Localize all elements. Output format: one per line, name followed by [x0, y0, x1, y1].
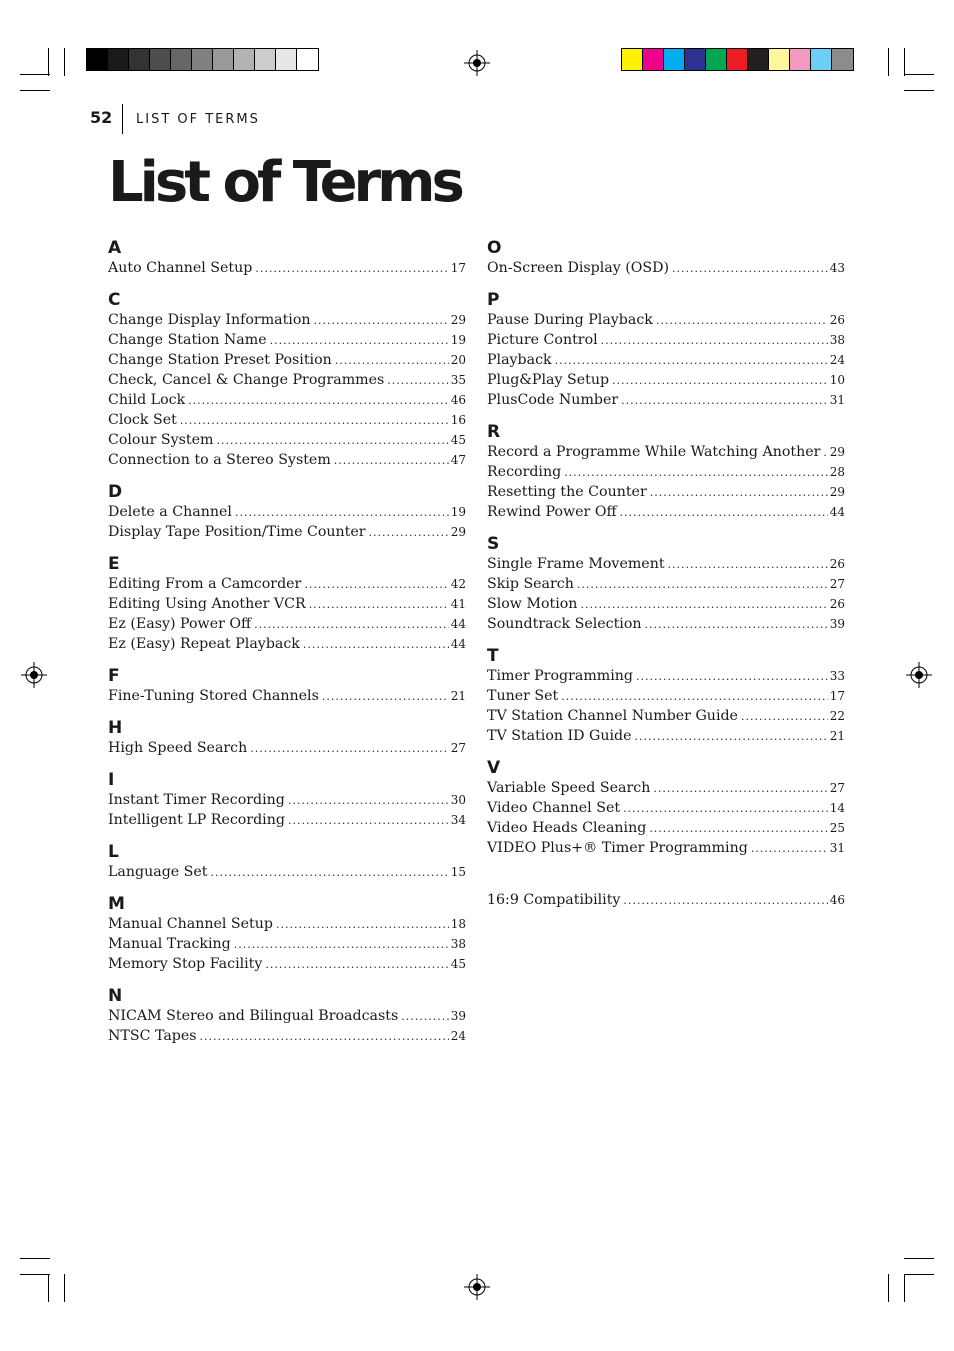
index-page-number: 45	[450, 957, 466, 971]
index-letter-heading: V	[487, 758, 501, 778]
dot-leader	[601, 331, 828, 351]
dot-leader	[561, 687, 827, 707]
index-entry	[108, 738, 466, 758]
header-divider	[122, 104, 123, 134]
dot-leader	[254, 615, 449, 635]
dot-leader	[255, 259, 448, 279]
index-page-number: 26	[829, 313, 845, 327]
dot-leader	[188, 391, 449, 411]
dot-leader	[580, 595, 827, 615]
dot-leader	[672, 259, 828, 279]
color-swatch	[832, 49, 853, 70]
index-term: Instant Timer Recording	[108, 792, 285, 808]
index-entry	[487, 818, 845, 838]
dot-leader	[265, 955, 448, 975]
dot-leader	[555, 351, 828, 371]
dot-leader	[211, 863, 449, 883]
index-page-number: 26	[829, 557, 845, 571]
index-letter-heading: D	[108, 482, 123, 502]
index-entry	[487, 258, 845, 278]
gray-swatch	[276, 49, 297, 70]
index-term: Tuner Set	[487, 688, 559, 704]
index-letter-heading: S	[487, 534, 500, 554]
index-entry	[108, 258, 466, 278]
gray-swatch	[255, 49, 276, 70]
index-letter-heading: F	[108, 666, 120, 686]
dot-leader	[309, 595, 449, 615]
page-title: List of Terms	[108, 150, 461, 215]
index-term: Pause During Playback	[487, 312, 653, 328]
crop-mark	[64, 48, 65, 76]
index-page-number: 39	[829, 617, 845, 631]
index-page-number: 44	[450, 637, 466, 651]
index-entry	[108, 502, 466, 522]
index-term: Memory Stop Facility	[108, 956, 263, 972]
dot-leader	[751, 839, 828, 859]
index-entry	[108, 862, 466, 882]
index-entry	[108, 634, 466, 654]
crop-mark	[888, 48, 889, 76]
index-term: Variable Speed Search	[487, 780, 651, 796]
index-page-number: 34	[450, 813, 466, 827]
index-page-number: 20	[450, 353, 466, 367]
index-page-number: 29	[829, 445, 845, 459]
index-entry	[108, 450, 466, 470]
index-term: Plug&Play Setup	[487, 372, 610, 388]
index-term: Ez (Easy) Repeat Playback	[108, 636, 300, 652]
dot-leader	[621, 391, 828, 411]
index-term: Change Display Information	[108, 312, 311, 328]
dot-leader	[276, 915, 449, 935]
index-entry	[108, 954, 466, 974]
index-page-number: 27	[829, 577, 845, 591]
grayscale-bar	[86, 48, 319, 71]
dot-leader	[623, 799, 828, 819]
dot-leader	[645, 615, 828, 635]
index-term: Single Frame Movement	[487, 556, 665, 572]
crop-mark	[904, 1274, 905, 1302]
index-entry	[108, 390, 466, 410]
dot-leader	[564, 463, 828, 483]
index-entry	[487, 502, 845, 522]
crop-mark	[48, 48, 49, 76]
dot-leader	[369, 523, 449, 543]
index-letter-heading: C	[108, 290, 121, 310]
index-letter-heading: A	[108, 238, 122, 258]
index-entry	[487, 370, 845, 390]
index-entry	[487, 614, 845, 634]
index-page-number: 29	[450, 313, 466, 327]
index-page-number: 29	[450, 525, 466, 539]
index-term: High Speed Search	[108, 740, 248, 756]
index-page-number: 41	[450, 597, 466, 611]
index-page-number: 30	[450, 793, 466, 807]
crop-mark	[904, 48, 905, 76]
index-entry	[108, 522, 466, 542]
index-entry	[487, 310, 845, 330]
index-entry	[487, 462, 845, 482]
index-letter-heading: L	[108, 842, 119, 862]
index-term: Fine-Tuning Stored Channels	[108, 688, 319, 704]
index-page-number: 33	[829, 669, 845, 683]
index-page-number: 10	[829, 373, 845, 387]
crop-mark	[904, 90, 934, 91]
index-entry	[487, 390, 845, 410]
dot-leader	[623, 891, 827, 911]
gray-swatch	[297, 49, 318, 70]
index-letter-heading: N	[108, 986, 123, 1006]
dot-leader	[250, 739, 448, 759]
index-term: Soundtrack Selection	[487, 616, 642, 632]
index-page-number: 38	[450, 937, 466, 951]
dot-leader	[235, 503, 449, 523]
index-page-number: 14	[829, 801, 845, 815]
gray-swatch	[234, 49, 255, 70]
registration-mark-icon	[21, 662, 47, 688]
index-page-number: 21	[450, 689, 466, 703]
color-swatch	[769, 49, 790, 70]
crop-mark	[64, 1274, 65, 1302]
dot-leader	[335, 351, 449, 371]
index-page-number: 25	[829, 821, 845, 835]
dot-leader	[636, 667, 828, 687]
index-term: Recording	[487, 464, 562, 480]
index-term: Delete a Channel	[108, 504, 232, 520]
dot-leader	[314, 311, 449, 331]
index-term: Rewind Power Off	[487, 504, 617, 520]
dot-leader	[180, 411, 449, 431]
gray-swatch	[192, 49, 213, 70]
index-term: 16:9 Compatibility	[487, 892, 621, 908]
index-term: PlusCode Number	[487, 392, 619, 408]
dot-leader	[635, 727, 828, 747]
index-entry	[487, 778, 845, 798]
dot-leader	[668, 555, 828, 575]
running-header: LIST OF TERMS	[136, 112, 260, 127]
index-term: Auto Channel Setup	[108, 260, 253, 276]
index-page-number: 26	[829, 597, 845, 611]
crop-mark	[904, 1274, 934, 1275]
index-entry	[108, 594, 466, 614]
index-letter-heading: R	[487, 422, 501, 442]
color-swatch	[643, 49, 664, 70]
index-entry	[108, 410, 466, 430]
index-page-number: 45	[450, 433, 466, 447]
dot-leader	[234, 935, 449, 955]
index-entry	[487, 482, 845, 502]
color-swatch	[664, 49, 685, 70]
dot-leader	[650, 483, 828, 503]
index-letter-heading: P	[487, 290, 500, 310]
gray-swatch	[213, 49, 234, 70]
dot-leader	[304, 575, 448, 595]
crop-mark	[20, 90, 50, 91]
index-page-number: 28	[829, 465, 845, 479]
gray-swatch	[150, 49, 171, 70]
color-bar	[621, 48, 854, 71]
index-entry	[487, 574, 845, 594]
dot-leader	[656, 311, 828, 331]
index-entry	[487, 594, 845, 614]
index-page-number: 21	[829, 729, 845, 743]
index-term: Clock Set	[108, 412, 177, 428]
index-term: Language Set	[108, 864, 208, 880]
index-entry	[487, 706, 845, 726]
index-term: Skip Search	[487, 576, 574, 592]
dot-leader	[612, 371, 828, 391]
index-term: Picture Control	[487, 332, 598, 348]
color-swatch	[811, 49, 832, 70]
index-page-number: 24	[829, 353, 845, 367]
index-entry	[108, 790, 466, 810]
dot-leader	[334, 451, 449, 471]
crop-mark	[20, 1274, 50, 1275]
index-term: Video Channel Set	[487, 800, 621, 816]
index-entry	[108, 914, 466, 934]
index-page-number: 17	[450, 261, 466, 275]
index-page-number: 46	[450, 393, 466, 407]
index-term: Editing From a Camcorder	[108, 576, 302, 592]
index-page-number: 19	[450, 505, 466, 519]
index-term: Child Lock	[108, 392, 186, 408]
index-page-number: 38	[829, 333, 845, 347]
color-swatch	[706, 49, 727, 70]
section-spacer	[487, 858, 845, 890]
color-swatch	[790, 49, 811, 70]
gray-swatch	[129, 49, 150, 70]
index-term: Check, Cancel & Change Programmes	[108, 372, 385, 388]
index-entry	[487, 666, 845, 686]
index-letter-heading: T	[487, 646, 499, 666]
dot-leader	[288, 811, 449, 831]
index-page-number: 31	[829, 393, 845, 407]
index-term: Colour System	[108, 432, 214, 448]
dot-leader	[387, 371, 448, 391]
index-entry	[487, 350, 845, 370]
index-term: Manual Channel Setup	[108, 916, 273, 932]
index-entry	[108, 370, 466, 390]
gray-swatch	[171, 49, 192, 70]
index-page-number: 27	[829, 781, 845, 795]
index-entry	[108, 310, 466, 330]
index-letter-heading: H	[108, 718, 123, 738]
dot-leader	[620, 503, 828, 523]
crop-mark	[20, 74, 50, 75]
index-term: Video Heads Cleaning	[487, 820, 647, 836]
index-term: On-Screen Display (OSD)	[487, 260, 670, 276]
index-entry	[108, 330, 466, 350]
crop-mark	[20, 1258, 50, 1259]
index-letter-heading: E	[108, 554, 120, 574]
index-page-number: 31	[829, 841, 845, 855]
index-page-number: 15	[450, 865, 466, 879]
index-term: NICAM Stereo and Bilingual Broadcasts	[108, 1008, 399, 1024]
index-term: NTSC Tapes	[108, 1028, 197, 1044]
index-page-number: 42	[450, 577, 466, 591]
registration-mark-icon	[464, 50, 490, 76]
index-page-number: 24	[450, 1029, 466, 1043]
index-entry	[487, 330, 845, 350]
dot-leader	[322, 687, 449, 707]
color-swatch	[748, 49, 769, 70]
dot-leader	[577, 575, 828, 595]
index-entry	[487, 442, 845, 462]
index-term: TV Station ID Guide	[487, 728, 632, 744]
crop-mark	[904, 74, 934, 75]
index-term: Resetting the Counter	[487, 484, 647, 500]
index-left-column	[108, 238, 466, 1046]
index-entry	[487, 798, 845, 818]
index-term: Slow Motion	[487, 596, 578, 612]
index-entry	[487, 554, 845, 574]
index-term: VIDEO Plus+® Timer Programming	[487, 840, 748, 856]
dot-leader	[200, 1027, 449, 1047]
index-entry	[108, 1006, 466, 1026]
index-page-number: 47	[450, 453, 466, 467]
index-entry	[108, 614, 466, 634]
index-page-number: 35	[450, 373, 466, 387]
dot-leader	[270, 331, 449, 351]
index-page-number: 44	[450, 617, 466, 631]
index-term: Change Station Name	[108, 332, 267, 348]
index-page-number: 19	[450, 333, 466, 347]
dot-leader	[653, 779, 827, 799]
index-term: Record a Programme While Watching Another	[487, 444, 821, 460]
index-term: Change Station Preset Position	[108, 352, 332, 368]
index-page-number: 17	[829, 689, 845, 703]
index-letter-heading: I	[108, 770, 115, 790]
index-page-number: 43	[829, 261, 845, 275]
index-term: Timer Programming	[487, 668, 633, 684]
dot-leader	[288, 791, 449, 811]
dot-leader	[741, 707, 828, 727]
index-term: Playback	[487, 352, 552, 368]
index-page-number: 44	[829, 505, 845, 519]
index-term: TV Station Channel Number Guide	[487, 708, 738, 724]
crop-mark	[48, 1274, 49, 1302]
index-entry	[487, 890, 845, 910]
index-term: Ez (Easy) Power Off	[108, 616, 252, 632]
index-term: Editing Using Another VCR	[108, 596, 306, 612]
index-entry	[108, 350, 466, 370]
registration-mark-icon	[906, 662, 932, 688]
index-entry	[487, 838, 845, 858]
dot-leader	[216, 431, 448, 451]
color-swatch	[622, 49, 643, 70]
index-entry	[108, 574, 466, 594]
index-page-number: 22	[829, 709, 845, 723]
index-entry	[487, 686, 845, 706]
index-page-number: 46	[829, 893, 845, 907]
color-swatch	[685, 49, 706, 70]
gray-swatch	[108, 49, 129, 70]
dot-leader	[303, 635, 449, 655]
crop-mark	[888, 1274, 889, 1302]
index-entry	[108, 1026, 466, 1046]
index-entry	[108, 810, 466, 830]
index-page-number: 39	[450, 1009, 466, 1023]
crop-mark	[904, 1258, 934, 1259]
registration-mark-icon	[464, 1274, 490, 1300]
index-entry	[108, 430, 466, 450]
index-page-number: 16	[450, 413, 466, 427]
index-entry	[108, 934, 466, 954]
index-entry	[108, 686, 466, 706]
index-page-number: 18	[450, 917, 466, 931]
dot-leader	[401, 1007, 448, 1027]
index-entry	[487, 726, 845, 746]
page-number: 52	[90, 108, 113, 127]
index-letter-heading: O	[487, 238, 502, 258]
color-swatch	[727, 49, 748, 70]
dot-leader	[649, 819, 827, 839]
index-term: Display Tape Position/Time Counter	[108, 524, 366, 540]
index-term: Connection to a Stereo System	[108, 452, 331, 468]
index-term: Manual Tracking	[108, 936, 231, 952]
index-term: Intelligent LP Recording	[108, 812, 285, 828]
index-page-number: 29	[829, 485, 845, 499]
index-letter-heading: M	[108, 894, 125, 914]
index-page-number: 27	[450, 741, 466, 755]
index-right-column	[487, 238, 845, 910]
gray-swatch	[87, 49, 108, 70]
